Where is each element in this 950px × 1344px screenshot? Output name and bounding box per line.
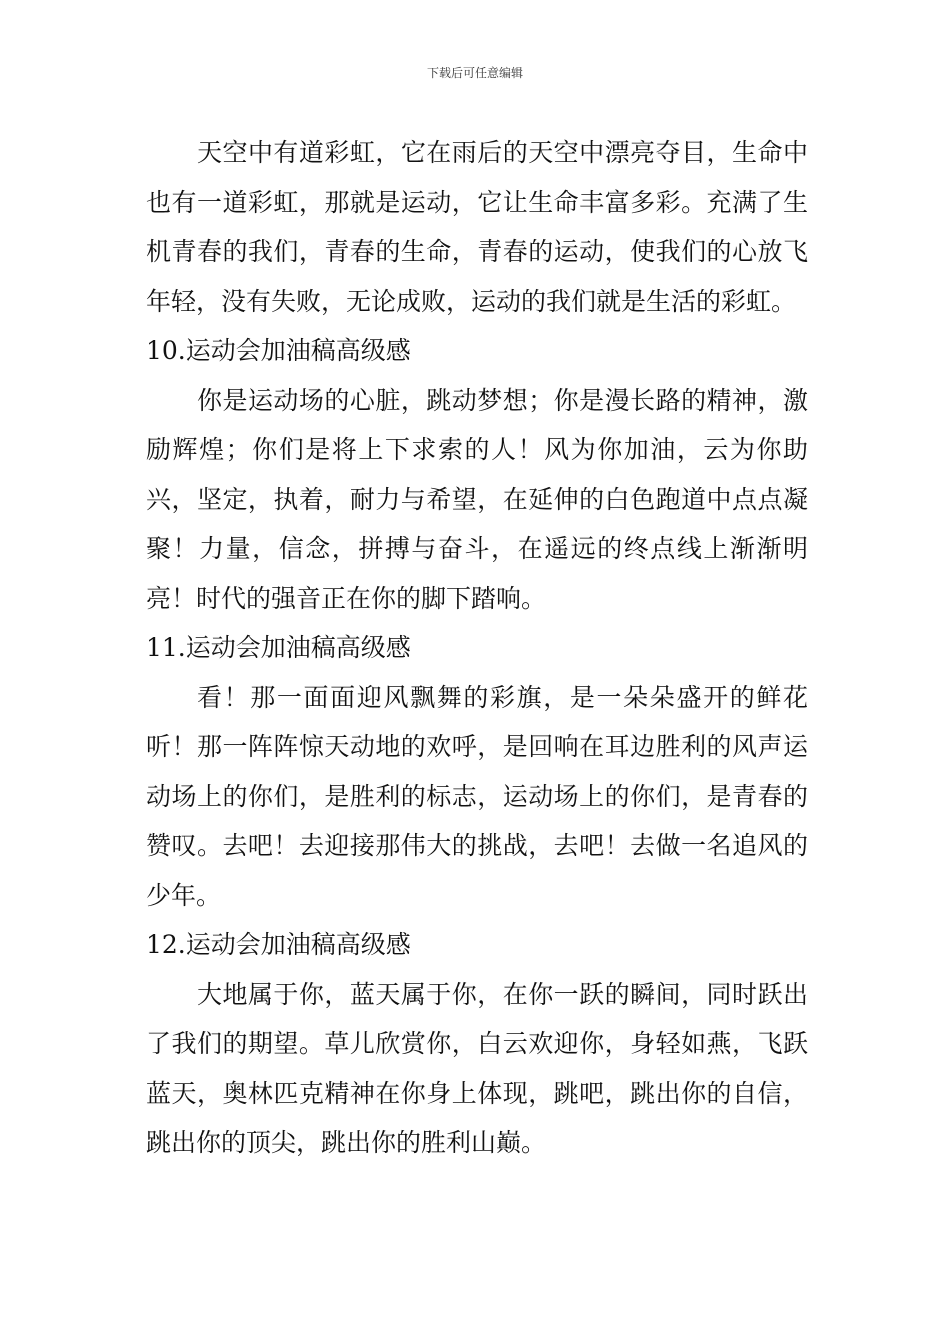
- paragraph-flags: 看！那一面面迎风飘舞的彩旗，是一朵朵盛开的鲜花听！那一阵阵惊天动地的欢呼，是回响在耳边胜利的风声运动场上的你们，是胜利的标志，运动场上的你们，是青春的赞叹。去吧！去迎接那伟大的挑战，去吧！去做一名追风的少年。: [146, 682, 808, 910]
- section-heading-10: 10.运动会加油稿高级感: [146, 336, 411, 365]
- section-heading-11: 11.运动会加油稿高级感: [146, 633, 411, 662]
- section-heading-12: 12.运动会加油稿高级感: [146, 930, 411, 959]
- document-body: [146, 128, 808, 1168]
- page-header: 下载后可任意编辑: [426, 66, 523, 80]
- paragraph-earth-sky: 大地属于你，蓝天属于你，在你一跃的瞬间，同时跃出了我们的期望。草儿欣赏你，白云欢迎你，身轻如燕，飞跃蓝天，奥林匹克精神在你身上体现，跳吧，跳出你的自信，跳出你的顶尖，跳出你的胜利山巅。: [146, 979, 808, 1157]
- paragraph-rainbow: 天空中有道彩虹，它在雨后的天空中漂亮夺目，生命中也有一道彩虹，那就是运动，它让生命丰富多彩。充满了生机青春的我们，青春的生命，青春的运动，使我们的心放飞年轻，没有失败，无论成败，运动的我们就是生活的彩虹。: [146, 138, 808, 316]
- paragraph-heart-of-field: 你是运动场的心脏，跳动梦想；你是漫长路的精神，激励辉煌；你们是将上下求索的人！风为你加油，云为你助兴，坚定，执着，耐力与希望，在延伸的白色跑道中点点凝聚！力量，信念，拼搏与奋斗，在遥远的终点线上渐渐明亮！时代的强音正在你的脚下踏响。: [146, 385, 808, 613]
